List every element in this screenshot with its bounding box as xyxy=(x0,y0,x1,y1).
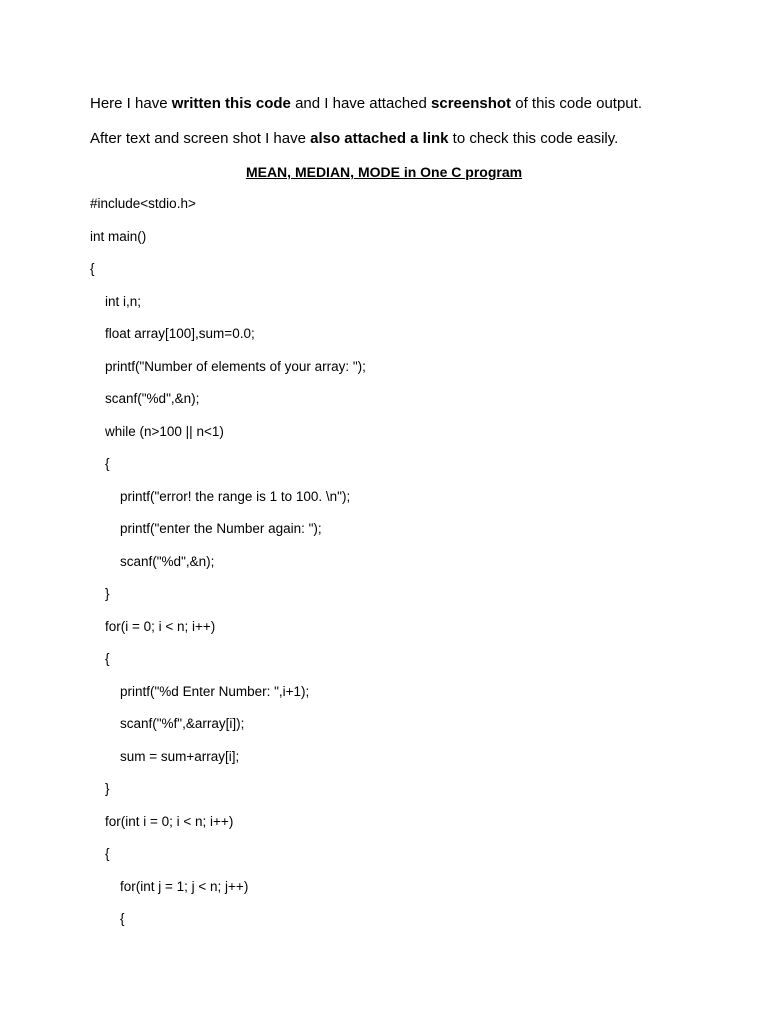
intro-text: and I have attached xyxy=(290,95,432,112)
intro-line-1 xyxy=(90,94,642,114)
code-block xyxy=(90,193,366,941)
code-line: scanf("%d",&n); xyxy=(105,391,200,406)
code-line: float array[100],sum=0.0; xyxy=(105,326,255,341)
document-title: MEAN, MEDIAN, MODE in One C program xyxy=(245,164,523,180)
code-line: for(int j = 1; j < n; j++) xyxy=(120,878,249,894)
code-line: for(int i = 0; i < n; i++) xyxy=(105,813,234,829)
code-line: for(i = 0; i < n; i++) xyxy=(105,618,216,634)
intro-text: Here I have xyxy=(90,95,172,112)
code-line: sum = sum+array[i]; xyxy=(120,748,240,764)
code-line: { xyxy=(105,456,110,471)
code-line: { xyxy=(90,261,95,276)
intro-bold-text: screenshot xyxy=(431,95,512,112)
code-line: { xyxy=(120,911,125,926)
code-line: { xyxy=(105,846,110,861)
code-line: int i,n; xyxy=(105,293,142,309)
code-line: printf("Number of elements of your array: "); xyxy=(105,358,366,374)
code-line: { xyxy=(105,651,110,666)
code-line: int main() xyxy=(90,228,147,244)
intro-bold-text: also attached a link xyxy=(310,130,449,147)
code-line: printf("%d Enter Number: ",i+1); xyxy=(120,683,310,699)
code-line: printf("error! the range is 1 to 100. \n"); xyxy=(120,488,351,504)
intro-text: of this code output. xyxy=(511,95,642,112)
code-line: while (n>100 || n<1) xyxy=(105,423,224,439)
intro-text: After text and screen shot I have xyxy=(90,130,311,147)
code-line: scanf("%f",&array[i]); xyxy=(120,716,245,731)
code-line: #include<stdio.h> xyxy=(90,196,196,211)
code-line: } xyxy=(105,586,110,601)
code-line: } xyxy=(105,781,110,796)
code-line: scanf("%d",&n); xyxy=(120,553,215,569)
intro-line-2 xyxy=(90,129,618,149)
intro-bold-text: written this code xyxy=(171,95,291,112)
intro-text: to check this code easily. xyxy=(448,130,619,147)
code-line: printf("enter the Number again: "); xyxy=(120,521,322,536)
